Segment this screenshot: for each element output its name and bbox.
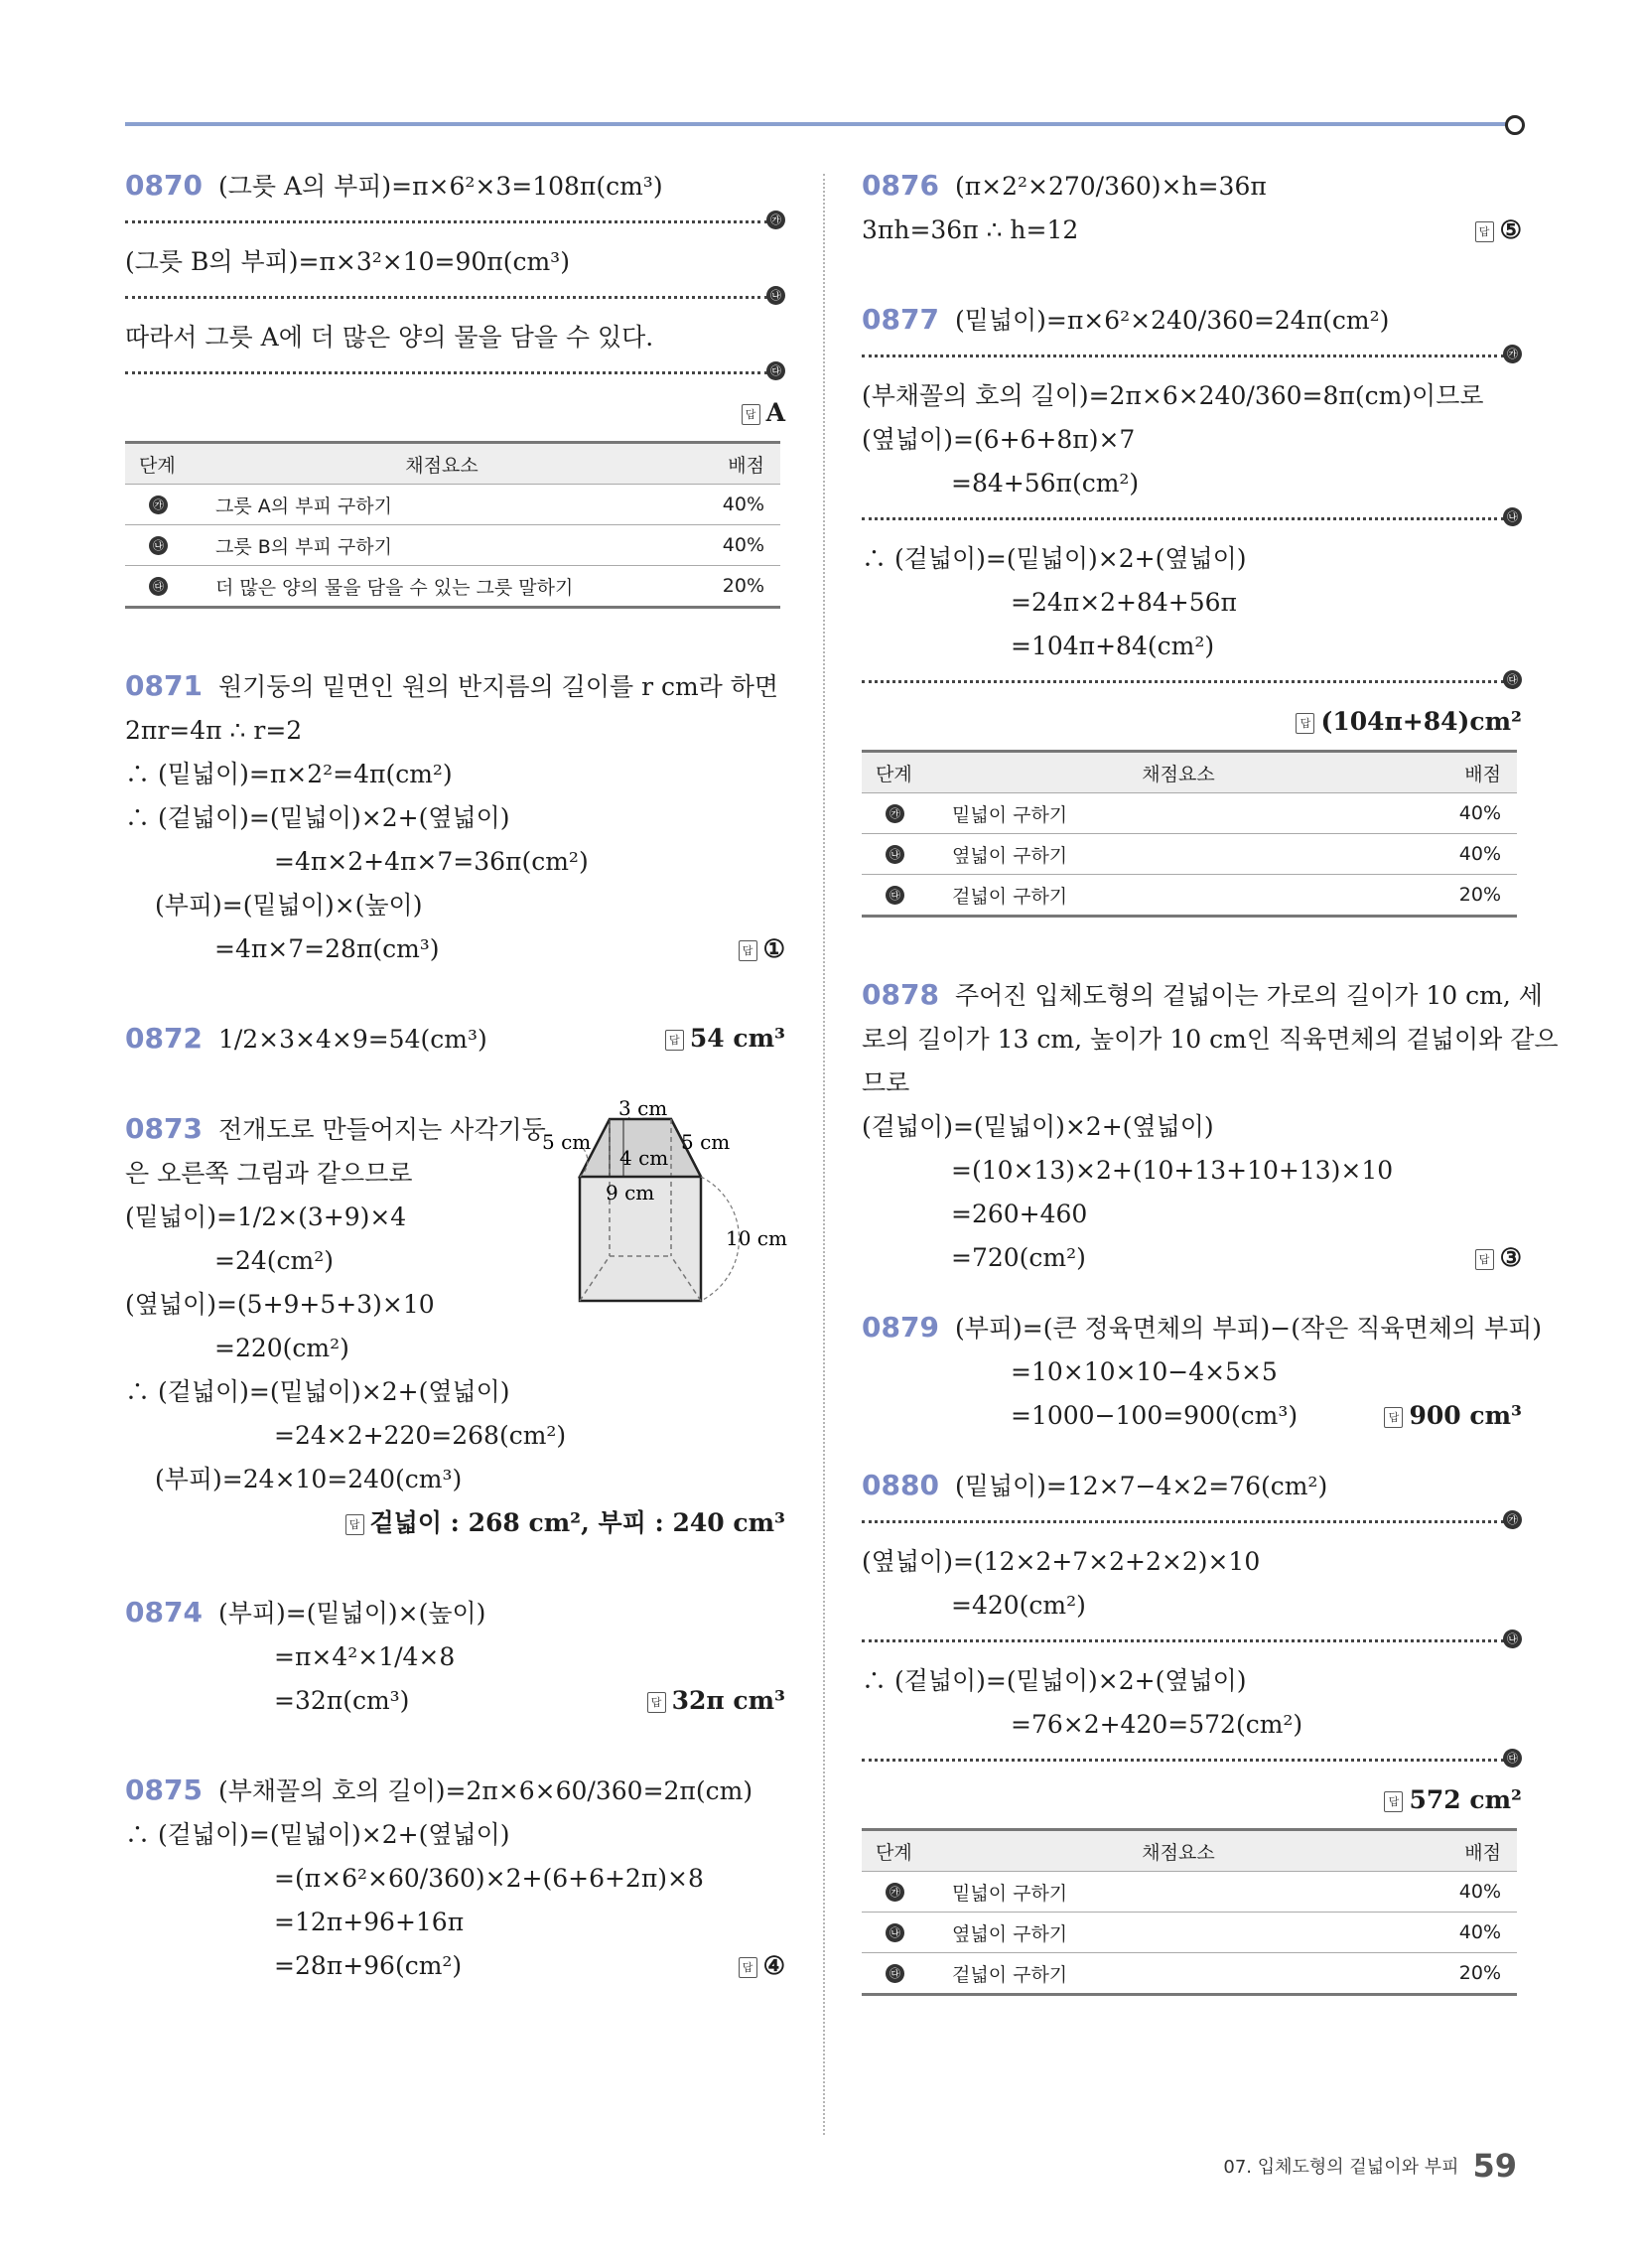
left-column: [125, 164, 785, 1988]
answer: [647, 1679, 785, 1723]
table-cell: 40%: [674, 485, 780, 525]
step-mark-icon: ㉮: [886, 1883, 904, 1902]
step-mark-icon: ㉰: [766, 361, 785, 380]
solution-line: 따라서 그릇 A에 더 많은 양의 물을 담을 수 있다.: [125, 323, 654, 352]
table-header-step: 단계: [862, 752, 946, 793]
answer-icon: 답: [1475, 1249, 1494, 1270]
answer: [742, 391, 785, 435]
solution-line: =76×2+420=572(cm²): [1011, 1710, 1303, 1739]
solution-line: (옆넓이)=(12×2+7×2+2×2)×10: [862, 1547, 1261, 1576]
table-row: [862, 1953, 1517, 1995]
step-mark-icon: ㉮: [1503, 1510, 1522, 1529]
solution-line: =84+56π(cm²): [951, 469, 1140, 497]
solution-line: (부피)=(밑넓이)×(높이): [217, 1599, 486, 1628]
table-header-score: 배점: [1411, 1830, 1517, 1872]
solution-line: (부피)=(큰 정육면체의 부피)−(작은 직육면체의 부피): [954, 1314, 1542, 1343]
solution-line: =(10×13)×2+(10+13+10+13)×10: [951, 1156, 1394, 1185]
table-cell: 더 많은 양의 물을 담을 수 있는 그릇 말하기: [209, 566, 674, 608]
step-mark-icon: ㉯: [886, 845, 904, 864]
problem-0870: [125, 164, 785, 609]
answer-icon: 답: [739, 1957, 757, 1978]
table-cell: 40%: [674, 525, 780, 566]
table-header-step: 단계: [125, 443, 209, 485]
solution-line: =4π×2+4π×7=36π(cm²): [274, 847, 589, 876]
table-row: [862, 1913, 1517, 1953]
step-mark-icon: ㉮: [1503, 345, 1522, 363]
step-divider: [862, 1630, 1522, 1651]
answer: [665, 1017, 785, 1061]
answer-icon: 답: [1475, 221, 1494, 242]
solution-line: =420(cm²): [951, 1591, 1086, 1620]
problem-0877: [862, 298, 1522, 918]
table-cell: 그릇 A의 부피 구하기: [209, 485, 674, 525]
answer: [345, 1501, 785, 1545]
table-row: [125, 566, 780, 608]
solution-line: =24(cm²): [214, 1246, 334, 1275]
answer-value: ③: [1499, 1243, 1522, 1272]
step-mark-icon: ㉯: [1503, 1630, 1522, 1648]
step-divider: [125, 361, 785, 383]
solution-line: (옆넓이)=(5+9+5+3)×10: [125, 1290, 435, 1319]
solution-line: =4π×7=28π(cm³): [214, 934, 440, 963]
answer-value: 900 cm³: [1409, 1401, 1522, 1430]
answer: [1384, 1778, 1522, 1822]
table-cell: 그릇 B의 부피 구하기: [209, 525, 674, 566]
step-mark-icon: ㉮: [886, 804, 904, 823]
table-cell: 옆넓이 구하기: [946, 834, 1411, 875]
step-mark-icon: ㉯: [149, 536, 168, 555]
table-row: [125, 485, 780, 525]
table-header-content: 채점요소: [209, 443, 674, 485]
step-mark-icon: ㉯: [1503, 507, 1522, 526]
step-mark-icon: ㉰: [886, 1964, 904, 1983]
solution-line: =10×10×10−4×5×5: [1011, 1357, 1278, 1386]
solution-line: 로의 길이가 13 cm, 높이가 10 cm인 직육면체의 겉넓이와 같으: [862, 1025, 1559, 1054]
solution-line: (그릇 A의 부피)=π×6²×3=108π(cm³): [217, 172, 663, 201]
label-bottom: 9 cm: [606, 1181, 655, 1205]
table-row: [125, 525, 780, 566]
solution-line: 1/2×3×4×9=54(cm³): [217, 1025, 487, 1054]
table-cell: 밑넓이 구하기: [946, 793, 1411, 834]
solution-line: (옆넓이)=(6+6+8π)×7: [862, 425, 1136, 454]
answer-icon: 답: [1384, 1407, 1403, 1428]
solution-line: 주어진 입체도형의 겉넓이는 가로의 길이가 10 cm, 세: [954, 981, 1543, 1010]
problem-number: 0876: [862, 169, 939, 202]
problem-0872: [125, 1017, 785, 1062]
answer-value: (104π+84)cm²: [1320, 707, 1522, 736]
table-cell: 옆넓이 구하기: [946, 1913, 1411, 1953]
problem-0874: [125, 1591, 785, 1723]
problem-0880: [862, 1464, 1522, 1996]
answer-icon: 답: [345, 1514, 364, 1535]
scoring-table: [862, 750, 1517, 918]
solution-line: =π×4²×1/4×8: [274, 1642, 456, 1671]
solution-line: =220(cm²): [214, 1334, 349, 1362]
solution-line: 3πh=36π ∴ h=12: [862, 215, 1079, 244]
step-mark-icon: ㉮: [766, 211, 785, 229]
solution-line: (그릇 B의 부피)=π×3²×10=90π(cm³): [125, 247, 570, 276]
answer-icon: 답: [647, 1692, 666, 1713]
problem-number: 0879: [862, 1311, 939, 1344]
scoring-table: [125, 441, 780, 609]
label-right: 5 cm: [681, 1130, 731, 1154]
solution-line: =260+460: [951, 1200, 1088, 1228]
solution-line: (겉넓이)=(밑넓이)×2+(옆넓이): [862, 1112, 1214, 1141]
solution-line: (부피)=(밑넓이)×(높이): [155, 891, 423, 920]
problem-number: 0877: [862, 303, 939, 336]
table-header-content: 채점요소: [946, 1830, 1411, 1872]
step-divider: [862, 670, 1522, 692]
problem-number: 0873: [125, 1112, 203, 1145]
table-cell: 20%: [674, 566, 780, 608]
answer-value: 겉넓이 : 268 cm², 부피 : 240 cm³: [369, 1508, 785, 1537]
page-number: 59: [1472, 2147, 1517, 2185]
problem-0878: [862, 973, 1559, 1280]
table-header-content: 채점요소: [946, 752, 1411, 793]
answer-value: ⑤: [1499, 215, 1522, 244]
problem-0876: [862, 164, 1522, 252]
answer-value: 572 cm²: [1409, 1785, 1522, 1814]
table-cell: 20%: [1411, 1953, 1517, 1995]
solution-line: ∴ (겉넓이)=(밑넓이)×2+(옆넓이): [125, 803, 510, 832]
table-row: [862, 793, 1517, 834]
step-divider: [125, 211, 785, 232]
answer-icon: 답: [1384, 1791, 1403, 1812]
table-header-score: 배점: [1411, 752, 1517, 793]
solution-line: ∴ (겉넓이)=(밑넓이)×2+(옆넓이): [125, 1377, 510, 1406]
solution-line: =12π+96+16π: [274, 1908, 465, 1936]
answer-icon: 답: [742, 404, 760, 425]
solution-line: 은 오른쪽 그림과 같으므로: [125, 1159, 413, 1188]
solution-line: (밑넓이)=12×7−4×2=76(cm²): [954, 1472, 1328, 1500]
solution-line: ∴ (겉넓이)=(밑넓이)×2+(옆넓이): [125, 1820, 510, 1849]
step-mark-icon: ㉰: [1503, 1749, 1522, 1768]
step-mark-icon: ㉰: [1503, 670, 1522, 689]
table-row: [862, 875, 1517, 917]
step-mark-icon: ㉰: [149, 577, 168, 596]
problem-0871: [125, 664, 785, 971]
solution-line: (π×2²×270/360)×h=36π: [954, 172, 1267, 201]
problem-number: 0870: [125, 169, 203, 202]
solution-line: ∴ (겉넓이)=(밑넓이)×2+(옆넓이): [862, 544, 1247, 573]
table-cell: 40%: [1411, 793, 1517, 834]
solution-line: (밑넓이)=1/2×(3+9)×4: [125, 1203, 407, 1231]
answer-icon: 답: [739, 940, 757, 961]
step-divider: [862, 1749, 1522, 1771]
column-divider: [823, 174, 825, 2135]
answer: [1296, 700, 1522, 744]
answer-value: ①: [762, 934, 785, 963]
step-mark-icon: ㉰: [886, 886, 904, 905]
table-cell: 40%: [1411, 834, 1517, 875]
top-rule-end-dot: [1505, 115, 1525, 135]
chapter-title: 07. 입체도형의 겉넓이와 부피: [1223, 2157, 1459, 2178]
scoring-table: [862, 1828, 1517, 1996]
solution-line: 전개도로 만들어지는 사각기둥: [217, 1115, 546, 1144]
solution-line: =28π+96(cm²): [274, 1951, 463, 1980]
answer-icon: 답: [665, 1030, 684, 1051]
problem-0873: [125, 1096, 787, 1545]
step-mark-icon: ㉮: [149, 496, 168, 514]
answer-value: ④: [762, 1951, 785, 1980]
label-top: 3 cm: [618, 1096, 668, 1120]
table-row: [862, 834, 1517, 875]
label-side: 10 cm: [726, 1226, 787, 1250]
table-cell: 겉넓이 구하기: [946, 875, 1411, 917]
answer: [1475, 1236, 1522, 1280]
table-cell: 20%: [1411, 875, 1517, 917]
step-divider: [862, 507, 1522, 529]
problem-number: 0872: [125, 1022, 203, 1055]
solution-line: =32π(cm³): [274, 1686, 410, 1715]
problem-0875: [125, 1769, 785, 1988]
solution-line: 원기둥의 밑면인 원의 반지름의 길이를 r cm라 하면: [217, 672, 779, 701]
problem-number: 0874: [125, 1596, 203, 1629]
answer: [1384, 1394, 1522, 1438]
solution-line: =1000−100=900(cm³): [1011, 1401, 1299, 1430]
answer: [1475, 209, 1522, 252]
problem-number: 0878: [862, 978, 939, 1011]
answer-value: A: [765, 398, 785, 427]
page-footer: [1223, 2147, 1517, 2185]
step-divider: [125, 286, 785, 308]
solution-line: (부채꼴의 호의 길이)=2π×6×240/360=8π(cm)이므로: [862, 381, 1484, 410]
table-cell: 40%: [1411, 1913, 1517, 1953]
answer: [739, 1944, 785, 1988]
solution-line: (부피)=24×10=240(cm³): [155, 1465, 463, 1493]
problem-number: 0880: [862, 1469, 939, 1501]
answer-value: 54 cm³: [689, 1024, 785, 1053]
table-header-score: 배점: [674, 443, 780, 485]
solution-line: =(π×6²×60/360)×2+(6+6+2π)×8: [274, 1864, 704, 1893]
solution-line: (부채꼴의 호의 길이)=2π×6×60/360=2π(cm): [217, 1776, 753, 1805]
solution-line: ∴ (겉넓이)=(밑넓이)×2+(옆넓이): [862, 1666, 1247, 1695]
solution-line: 2πr=4π ∴ r=2: [125, 716, 303, 745]
answer-value: 32π cm³: [671, 1686, 785, 1715]
solution-line: =720(cm²): [951, 1243, 1086, 1272]
solution-line: (밑넓이)=π×6²×240/360=24π(cm²): [954, 306, 1390, 335]
table-cell: 40%: [1411, 1872, 1517, 1913]
step-mark-icon: ㉯: [766, 286, 785, 305]
top-rule: [125, 122, 1515, 126]
step-divider: [862, 345, 1522, 366]
solution-line: ∴ (밑넓이)=π×2²=4π(cm²): [125, 760, 453, 788]
right-column: [862, 164, 1559, 2006]
solution-line: =24×2+220=268(cm²): [274, 1421, 567, 1450]
solution-line: =104π+84(cm²): [1011, 632, 1215, 660]
step-mark-icon: ㉯: [886, 1923, 904, 1942]
solution-line: 므로: [862, 1068, 910, 1097]
solution-line: =24π×2+84+56π: [1011, 588, 1237, 617]
problem-0879: [862, 1306, 1542, 1438]
table-cell: 겉넓이 구하기: [946, 1953, 1411, 1995]
problem-number: 0871: [125, 669, 203, 702]
answer: [739, 927, 785, 971]
table-row: [862, 1872, 1517, 1913]
label-height: 4 cm: [619, 1146, 669, 1170]
problem-number: 0875: [125, 1773, 203, 1806]
table-cell: 밑넓이 구하기: [946, 1872, 1411, 1913]
step-divider: [862, 1510, 1522, 1532]
answer-icon: 답: [1296, 713, 1314, 734]
table-header-step: 단계: [862, 1830, 946, 1872]
label-left: 5 cm: [542, 1130, 592, 1154]
